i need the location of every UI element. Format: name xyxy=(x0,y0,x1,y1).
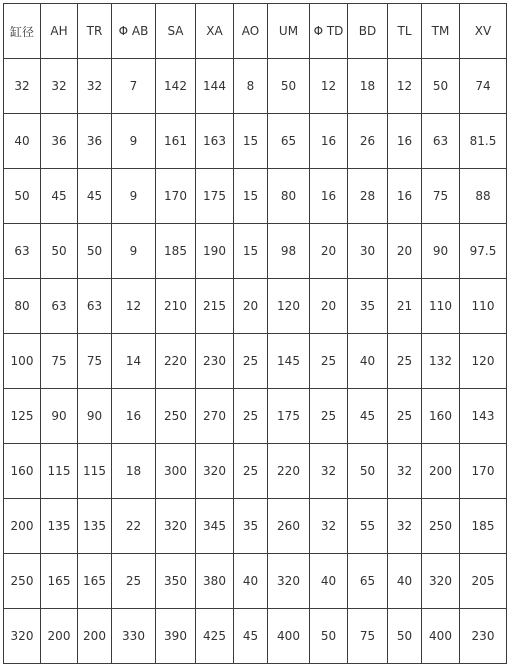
table-cell: 20 xyxy=(234,279,268,334)
table-cell: 132 xyxy=(422,334,460,389)
table-cell: 160 xyxy=(422,389,460,444)
table-cell: 45 xyxy=(348,389,388,444)
table-cell: 250 xyxy=(422,499,460,554)
table-cell: 32 xyxy=(310,499,348,554)
table-cell: 230 xyxy=(196,334,234,389)
table-cell: 200 xyxy=(4,499,41,554)
table-cell: 250 xyxy=(156,389,196,444)
table-cell: 97.5 xyxy=(460,224,507,279)
table-cell: 250 xyxy=(4,554,41,609)
table-cell: 25 xyxy=(234,389,268,444)
table-cell: 170 xyxy=(460,444,507,499)
table-cell: 15 xyxy=(234,114,268,169)
column-header: XV xyxy=(460,4,507,59)
table-cell: 32 xyxy=(41,59,78,114)
table-body xyxy=(4,59,507,664)
table-header-row xyxy=(4,4,507,59)
table-cell: 90 xyxy=(41,389,78,444)
table-row xyxy=(4,444,507,499)
table-cell: 20 xyxy=(310,279,348,334)
table-cell: 200 xyxy=(41,609,78,664)
table-row xyxy=(4,59,507,114)
table-cell: 16 xyxy=(388,169,422,224)
table-cell: 35 xyxy=(234,499,268,554)
table-cell: 9 xyxy=(112,224,156,279)
table-cell: 90 xyxy=(422,224,460,279)
table-cell: 15 xyxy=(234,224,268,279)
column-header: XA xyxy=(196,4,234,59)
table-cell: 14 xyxy=(112,334,156,389)
table-cell: 75 xyxy=(78,334,112,389)
table-cell: 400 xyxy=(268,609,310,664)
table-cell: 15 xyxy=(234,169,268,224)
column-header: 缸径 xyxy=(4,4,41,59)
table-cell: 350 xyxy=(156,554,196,609)
table-cell: 55 xyxy=(348,499,388,554)
table-cell: 125 xyxy=(4,389,41,444)
table-cell: 80 xyxy=(4,279,41,334)
table-cell: 120 xyxy=(268,279,310,334)
table-cell: 170 xyxy=(156,169,196,224)
table-cell: 175 xyxy=(196,169,234,224)
table-cell: 32 xyxy=(310,444,348,499)
table-cell: 63 xyxy=(41,279,78,334)
table-cell: 50 xyxy=(388,609,422,664)
table-cell: 9 xyxy=(112,169,156,224)
table-cell: 40 xyxy=(388,554,422,609)
table-cell: 25 xyxy=(234,444,268,499)
table-cell: 165 xyxy=(41,554,78,609)
table-cell: 36 xyxy=(41,114,78,169)
table-cell: 425 xyxy=(196,609,234,664)
table-cell: 50 xyxy=(268,59,310,114)
table-cell: 110 xyxy=(460,279,507,334)
table-cell: 16 xyxy=(310,114,348,169)
table-cell: 8 xyxy=(234,59,268,114)
column-header: AH xyxy=(41,4,78,59)
table-cell: 145 xyxy=(268,334,310,389)
table-cell: 120 xyxy=(460,334,507,389)
column-header: UM xyxy=(268,4,310,59)
table-cell: 9 xyxy=(112,114,156,169)
table-cell: 45 xyxy=(41,169,78,224)
table-cell: 25 xyxy=(310,334,348,389)
table-cell: 40 xyxy=(348,334,388,389)
table-cell: 320 xyxy=(156,499,196,554)
table-cell: 21 xyxy=(388,279,422,334)
table-cell: 88 xyxy=(460,169,507,224)
table-cell: 30 xyxy=(348,224,388,279)
table-cell: 143 xyxy=(460,389,507,444)
table-cell: 110 xyxy=(422,279,460,334)
table-cell: 32 xyxy=(4,59,41,114)
table-row xyxy=(4,554,507,609)
table-cell: 185 xyxy=(460,499,507,554)
table-cell: 90 xyxy=(78,389,112,444)
table-cell: 50 xyxy=(78,224,112,279)
table-cell: 320 xyxy=(268,554,310,609)
table-cell: 320 xyxy=(422,554,460,609)
column-header: Φ AB xyxy=(112,4,156,59)
table-cell: 260 xyxy=(268,499,310,554)
table-cell: 270 xyxy=(196,389,234,444)
table-cell: 80 xyxy=(268,169,310,224)
table-cell: 20 xyxy=(388,224,422,279)
table-row xyxy=(4,609,507,664)
table-cell: 25 xyxy=(112,554,156,609)
table-cell: 75 xyxy=(41,334,78,389)
table-cell: 200 xyxy=(78,609,112,664)
table-cell: 65 xyxy=(348,554,388,609)
column-header: TM xyxy=(422,4,460,59)
table-cell: 63 xyxy=(4,224,41,279)
table-cell: 165 xyxy=(78,554,112,609)
table-cell: 12 xyxy=(310,59,348,114)
table-cell: 160 xyxy=(4,444,41,499)
column-header: AO xyxy=(234,4,268,59)
table-cell: 115 xyxy=(41,444,78,499)
table-cell: 45 xyxy=(234,609,268,664)
table-cell: 63 xyxy=(78,279,112,334)
table-cell: 220 xyxy=(156,334,196,389)
table-cell: 185 xyxy=(156,224,196,279)
table-row xyxy=(4,389,507,444)
table-cell: 25 xyxy=(310,389,348,444)
table-cell: 16 xyxy=(112,389,156,444)
column-header: Φ TD xyxy=(310,4,348,59)
table-cell: 16 xyxy=(388,114,422,169)
column-header: TL xyxy=(388,4,422,59)
table-cell: 12 xyxy=(388,59,422,114)
table-row xyxy=(4,169,507,224)
table-cell: 175 xyxy=(268,389,310,444)
table-cell: 20 xyxy=(310,224,348,279)
table-cell: 16 xyxy=(310,169,348,224)
table-cell: 115 xyxy=(78,444,112,499)
table-cell: 18 xyxy=(348,59,388,114)
table-cell: 142 xyxy=(156,59,196,114)
table-cell: 400 xyxy=(422,609,460,664)
column-header: BD xyxy=(348,4,388,59)
table-cell: 65 xyxy=(268,114,310,169)
table-cell: 18 xyxy=(112,444,156,499)
table-cell: 50 xyxy=(4,169,41,224)
table-cell: 50 xyxy=(41,224,78,279)
table-cell: 220 xyxy=(268,444,310,499)
table-cell: 190 xyxy=(196,224,234,279)
table-cell: 36 xyxy=(78,114,112,169)
table-cell: 35 xyxy=(348,279,388,334)
table-cell: 135 xyxy=(41,499,78,554)
table-cell: 200 xyxy=(422,444,460,499)
table-cell: 63 xyxy=(422,114,460,169)
table-cell: 40 xyxy=(310,554,348,609)
table-cell: 300 xyxy=(156,444,196,499)
table-cell: 25 xyxy=(388,389,422,444)
table-cell: 81.5 xyxy=(460,114,507,169)
table-cell: 161 xyxy=(156,114,196,169)
table-cell: 390 xyxy=(156,609,196,664)
table-cell: 32 xyxy=(388,444,422,499)
table-cell: 7 xyxy=(112,59,156,114)
table-cell: 50 xyxy=(422,59,460,114)
column-header: TR xyxy=(78,4,112,59)
table-row xyxy=(4,279,507,334)
table-cell: 75 xyxy=(422,169,460,224)
table-cell: 50 xyxy=(348,444,388,499)
table-cell: 205 xyxy=(460,554,507,609)
table-cell: 163 xyxy=(196,114,234,169)
table-row xyxy=(4,114,507,169)
table-cell: 40 xyxy=(234,554,268,609)
table-cell: 50 xyxy=(310,609,348,664)
table-cell: 32 xyxy=(388,499,422,554)
table-cell: 75 xyxy=(348,609,388,664)
table-cell: 74 xyxy=(460,59,507,114)
table-cell: 32 xyxy=(78,59,112,114)
table-cell: 98 xyxy=(268,224,310,279)
table-cell: 210 xyxy=(156,279,196,334)
table-cell: 330 xyxy=(112,609,156,664)
table-cell: 22 xyxy=(112,499,156,554)
table-cell: 345 xyxy=(196,499,234,554)
table-cell: 144 xyxy=(196,59,234,114)
table-row xyxy=(4,334,507,389)
table-cell: 230 xyxy=(460,609,507,664)
table-row xyxy=(4,224,507,279)
table-cell: 25 xyxy=(234,334,268,389)
table-cell: 320 xyxy=(4,609,41,664)
table-cell: 25 xyxy=(388,334,422,389)
table-cell: 100 xyxy=(4,334,41,389)
table-row xyxy=(4,499,507,554)
table-cell: 45 xyxy=(78,169,112,224)
spec-table xyxy=(3,3,507,664)
table-cell: 380 xyxy=(196,554,234,609)
table-cell: 320 xyxy=(196,444,234,499)
table-cell: 28 xyxy=(348,169,388,224)
table-cell: 215 xyxy=(196,279,234,334)
column-header: SA xyxy=(156,4,196,59)
table-cell: 135 xyxy=(78,499,112,554)
table-cell: 12 xyxy=(112,279,156,334)
table-cell: 26 xyxy=(348,114,388,169)
table-cell: 40 xyxy=(4,114,41,169)
